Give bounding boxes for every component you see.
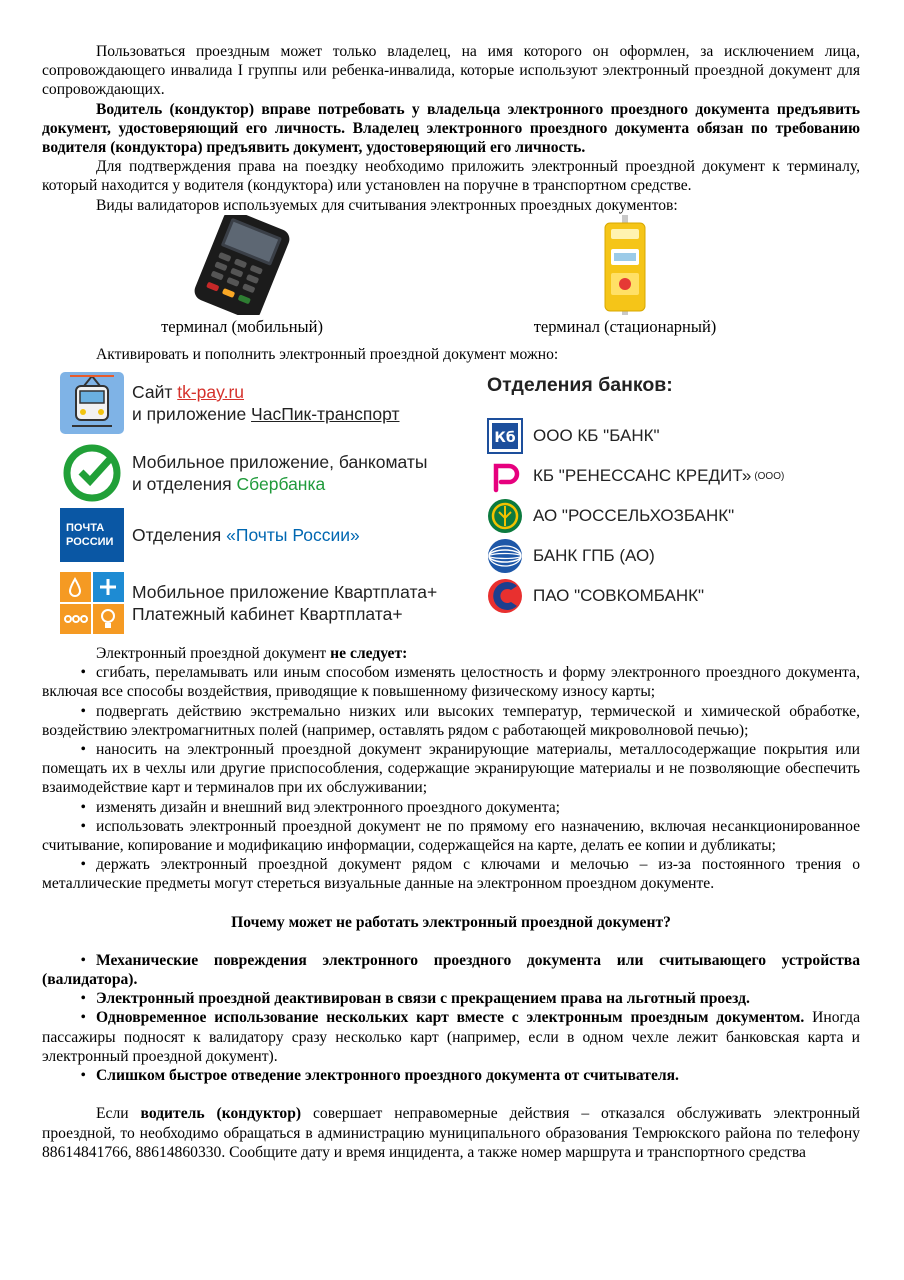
bank-name: АО "РОССЕЛЬХОЗБАНК" (533, 506, 735, 526)
document-page (42, 42, 860, 1162)
bullet: • (80, 951, 86, 969)
bullet: • (80, 702, 86, 720)
renaissance-logo-icon (487, 458, 523, 494)
source-sberbank-line2-prefix: и отделения (132, 474, 237, 495)
bullet: • (80, 856, 86, 874)
footer-text-bold: водитель (кондуктор) (140, 1105, 302, 1123)
footer-paragraph (42, 1104, 860, 1162)
banks-heading: Отделения банков: (487, 374, 673, 397)
intro-paragraph-4: Виды валидаторов используемых для считывания электронных проездных документов: (96, 196, 678, 214)
mobile-terminal (142, 215, 342, 337)
list-item (42, 798, 860, 817)
svg-text:Кб: Кб (494, 430, 516, 447)
bullet: • (80, 817, 86, 835)
list-item (42, 663, 860, 701)
intro-paragraph-2: Водитель (кондуктор) вправе потребовать у владельца электронного проездного документа предъявить документ, удостоверяющий его личность. Владелец электронного проездного документа обязан по требованию водителя (кондуктора) предъявить документ, удостоверяющий его личность. (42, 100, 860, 157)
bullet: • (80, 741, 86, 759)
bullet: • (80, 664, 86, 682)
rules-lead-emphasis: не следует: (330, 645, 408, 663)
list-item-text: использовать электронный проездной документ не по прямому его назначению, включая несанкционированное считывание, копирование и модификацию информации, содержащейся на карте, делать ее копии и дубликаты; (42, 817, 860, 855)
rules-lead (42, 644, 860, 663)
source-sberbank (60, 442, 427, 504)
terminals-row (42, 215, 860, 345)
activation-heading: Активировать и пополнить электронный проездной документ можно: (96, 345, 559, 363)
gazprombank-logo-icon (487, 538, 523, 574)
list-item-text: Одновременное использование нескольких карт вместе с электронным проездным документом. (96, 1009, 805, 1027)
bank-item (487, 458, 784, 494)
list-item (42, 702, 860, 740)
list-item (42, 951, 860, 989)
source-kvartplata-line2: Платежный кабинет Квартплата+ (132, 604, 403, 625)
list-item-text: держать электронный проездной документ рядом с ключами и мелочью – из-за постоянного трения о металлические предметы могут стереться визуальные данные на электронном проездном документе. (42, 856, 860, 893)
list-item-text: изменять дизайн и внешний вид электронного проездного документа; (96, 798, 560, 816)
list-item-note: Иногда пассажиры подносят к валидатору сразу несколько карт (например, если в одном чехле лежит банковская карта и электронный проездной документ). (42, 1009, 860, 1065)
kvartplata-logo-icon (60, 572, 124, 634)
bank-item (487, 578, 704, 614)
bullet: • (80, 798, 86, 816)
rules-list (42, 663, 860, 893)
bank-item (487, 538, 655, 574)
activation-options (42, 370, 860, 640)
stationary-terminal-caption: терминал (стационарный) (533, 316, 717, 336)
post-logo-line1: ПОЧТА (66, 522, 105, 535)
source-russian-post-text (132, 524, 360, 546)
bank-name-suffix: (ООО) (754, 470, 785, 482)
chaspik-app-name: ЧасПик-транспорт (251, 404, 400, 425)
list-item (42, 740, 860, 798)
rosselkhozbank-logo-icon (487, 498, 523, 534)
source-kvartplata (60, 572, 437, 634)
list-item (42, 1008, 860, 1066)
list-item-text: сгибать, переламывать или иным способом изменять целостность и форму электронного проездного документа, включая все способы воздействия, приводящие к повышенному физическому износу карты; (42, 664, 860, 701)
bank-name: ПАО "СОВКОМБАНК" (533, 586, 705, 606)
list-item-text: наносить на электронный проездной документ экранирующие материалы, металлосодержащие покрытия или помещать их в чехлы или другие приспособления, содержащие экранирующие материалы и не позволяющие обеспечить взаимодействие карт и терминалов при их обслуживании; (42, 741, 860, 797)
sovcombank-logo-icon (487, 578, 523, 614)
list-item-text: подвергать действию экстремально низких или высоких температур, термической и химической обработке, воздействию электромагнитных полей (например, оставлять рядом с работающей микроволновой печью); (42, 702, 860, 739)
list-item (42, 855, 860, 893)
tram-icon (60, 372, 124, 434)
bank-name: ООО КБ "БАНК" (533, 426, 660, 446)
stationary-terminal (520, 215, 730, 337)
why-heading: Почему может не работать электронный проездной документ? (231, 913, 671, 931)
bank-name: БАНК ГПБ (АО) (533, 546, 655, 566)
source-kvartplata-text (132, 581, 437, 625)
source-tk-pay-line2-prefix: и приложение (132, 404, 252, 425)
why-list (42, 951, 860, 1085)
mobile-terminal-caption: терминал (мобильный) (161, 316, 323, 336)
intro-paragraph-1: Пользоваться проездным может только владелец, на имя которого он оформлен, за исключением лица, сопровождающего инвалида I группы или ребенка-инвалида, которые используют электронный проездной документ для сопровождающих. (42, 43, 860, 99)
source-sberbank-text (132, 451, 427, 495)
source-kvartplata-line1: Мобильное приложение Квартплата+ (132, 582, 438, 603)
stationary-terminal-icon (595, 215, 655, 315)
rules-lead-text: Электронный проездной документ (96, 645, 331, 663)
list-item (42, 817, 860, 855)
bank-name: КБ "РЕНЕССАНС КРЕДИТ» (533, 466, 752, 486)
russian-post-logo (60, 508, 124, 562)
intro-paragraph-3: Для подтверждения права на поездку необходимо приложить электронный проездной документ к терминалу, который находится у водителя (кондуктора) или установлен на поручне в транспортном средстве. (42, 158, 860, 195)
source-sberbank-line1: Мобильное приложение, банкоматы (132, 452, 428, 473)
bullet: • (80, 990, 86, 1008)
bank-item (487, 498, 734, 534)
footer-text-a: Если (96, 1105, 141, 1123)
source-tk-pay-prefix: Сайт (132, 382, 178, 403)
bullet: • (80, 1009, 86, 1027)
post-logo-line2: РОССИИ (66, 536, 114, 549)
list-item-text: Механические повреждения электронного проездного документа или считывающего устройства (валидатора). (42, 951, 860, 989)
list-item-text: Слишком быстрое отведение электронного проездного документа от считывателя. (96, 1067, 679, 1085)
footer-text-c: совершает неправомерные действия – отказался обслуживать электронный проездной, то необходимо обращаться в администрацию муниципального образования Темрюкского района по телефону 88614841766, 88614860330. Сообщите дату и время инцидента, а также номер маршрута и транспортного средства (42, 1105, 860, 1161)
sberbank-name: Сбербанка (236, 474, 326, 495)
list-item (42, 989, 860, 1008)
list-item-text: Электронный проездной деактивирован в связи с прекращением права на льготный проезд. (96, 990, 750, 1008)
source-post-prefix: Отделения (132, 525, 227, 546)
mobile-terminal-icon (177, 215, 307, 315)
sberbank-logo-icon (60, 442, 124, 504)
source-russian-post (60, 508, 360, 562)
source-tk-pay-text (132, 381, 400, 425)
source-tk-pay (60, 372, 400, 434)
list-item (42, 1066, 860, 1085)
kb-bank-logo-icon (487, 418, 523, 454)
bank-item (487, 418, 660, 454)
tk-pay-link[interactable]: tk-pay.ru (177, 382, 245, 403)
bullet: • (80, 1067, 86, 1085)
russian-post-name: «Почты России» (226, 525, 360, 546)
